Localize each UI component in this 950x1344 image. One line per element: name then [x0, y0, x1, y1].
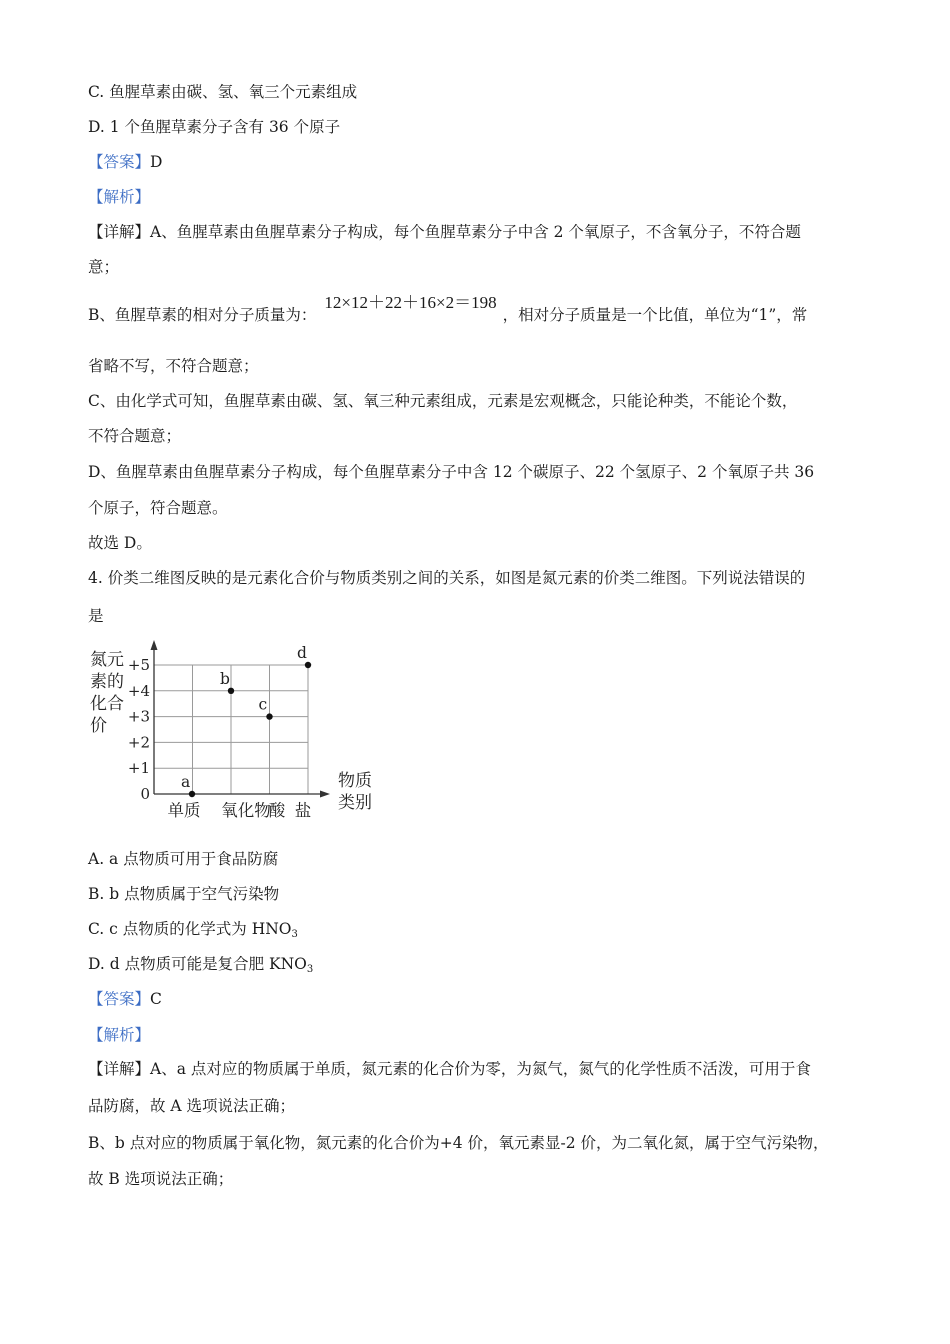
answer-value: C — [150, 990, 162, 1008]
q4-detail-a-line1: 【详解】A、a 点对应的物质属于单质，氮元素的化合价为零，为氮气，氮气的化学性质不活泼，可用于食 — [88, 1060, 811, 1078]
q4-answer — [88, 989, 162, 1009]
y-tick-label: +3 — [127, 707, 150, 726]
x-axis-arrow — [320, 791, 330, 798]
q3-detail-b-line1: B、鱼腥草素的相对分子质量为：12×12＋22＋16×2＝198，相对分子质量是一个比值，单位为“1”，常 — [88, 293, 808, 324]
y-axis-label-line: 氮元 — [90, 650, 124, 670]
q4-detail-a-line2: 品防腐，故 A 选项说法正确； — [88, 1097, 296, 1115]
point-label-a: a — [181, 773, 191, 791]
y-tick-label: +1 — [127, 759, 150, 778]
q3-detail-d-line2: 个原子，符合题意。 — [88, 499, 228, 517]
q3-conclusion: 故选 D。 — [88, 534, 152, 552]
q4-analysis-tag: 【解析】 — [88, 1026, 151, 1044]
x-category-label: 单质 — [167, 801, 201, 820]
y-tick-label: +4 — [127, 681, 150, 700]
answer-value: D — [150, 153, 163, 171]
valence-category-chart — [88, 636, 388, 828]
q4-option-c: C. c 点物质的化学式为 $HNO_3$ — [88, 920, 298, 940]
q3-analysis-tag: 【解析】 — [88, 188, 151, 206]
data-point-c — [266, 713, 272, 719]
x-category-label: 氧化物 — [221, 801, 271, 820]
q4-detail-b-line2: 故 B 选项说法正确； — [88, 1170, 234, 1188]
answer-tag: 【答案】 — [88, 153, 151, 171]
data-point-d — [305, 662, 311, 668]
q4-stem-line1: 4. 价类二维图反映的是元素化合价与物质类别之间的关系，如图是氮元素的价类二维图。下列说法错误的 — [88, 569, 806, 587]
q4-stem-line2: 是 — [88, 607, 104, 625]
x-category-label: 盐 — [294, 801, 312, 820]
y-axis-label-line: 化合 — [90, 694, 124, 714]
y-axis-label-line: 素的 — [90, 672, 124, 692]
y-tick-label: +5 — [127, 656, 150, 674]
q3-detail-c-line1: C、由化学式可知，鱼腥草素由碳、氢、氧三种元素组成，元素是宏观概念，只能论种类，不能论个数， — [88, 392, 798, 410]
y-axis-arrow — [151, 640, 158, 650]
x-axis-label-line: 类别 — [338, 793, 372, 813]
y-tick-label: +2 — [127, 733, 150, 752]
detail-tag: 【详解】 — [88, 1060, 151, 1078]
point-label-c: c — [258, 695, 268, 714]
answer-tag: 【答案】 — [88, 990, 151, 1008]
y-tick-label: 0 — [140, 785, 150, 803]
q3-detail-a-line1: 【详解】A、鱼腥草素由鱼腥草素分子构成，每个鱼腥草素分子中含 2 个氧原子，不含氧分子，不符合题 — [88, 223, 801, 241]
q3-detail-a-line2: 意； — [88, 258, 120, 276]
y-axis-label-line: 价 — [90, 716, 107, 736]
q3-detail-d-line1: D、鱼腥草素由鱼腥草素分子构成，每个鱼腥草素分子中含 12 个碳原子、22 个氢原子、2 个氧原子共 36 — [88, 463, 815, 481]
subscript: 3 — [291, 929, 298, 940]
q3-option-c: C. 鱼腥草素由碳、氢、氧三个元素组成 — [88, 83, 358, 101]
x-axis-label-line: 物质 — [338, 771, 372, 791]
data-point-b — [228, 688, 234, 694]
x-category-label: 酸 — [268, 801, 286, 820]
q4-detail-b-line1: B、b 点对应的物质属于氧化物，氮元素的化合价为+4 价，氧元素显-2 价，为二氧化氮，属于空气污染物， — [88, 1134, 829, 1152]
point-label-d: d — [297, 644, 307, 662]
molecular-mass-formula: 12×12＋22＋16×2＝198 — [324, 293, 497, 312]
q3-detail-b-line2: 省略不写，不符合题意； — [88, 357, 259, 375]
data-point-a — [189, 791, 195, 797]
detail-tag: 【详解】 — [88, 223, 151, 241]
q3-option-d: D. 1 个鱼腥草素分子含有 36 个原子 — [88, 118, 341, 136]
q3-detail-c-line2: 不符合题意； — [88, 427, 182, 445]
q4-option-d: D. d 点物质可能是复合肥 $KNO_3$ — [88, 955, 314, 975]
q3-answer — [88, 152, 162, 172]
q4-option-b: B. b 点物质属于空气污染物 — [88, 885, 280, 903]
q4-option-a: A. a 点物质可用于食品防腐 — [88, 850, 279, 868]
point-label-b: b — [220, 669, 230, 688]
subscript: 3 — [306, 964, 314, 975]
